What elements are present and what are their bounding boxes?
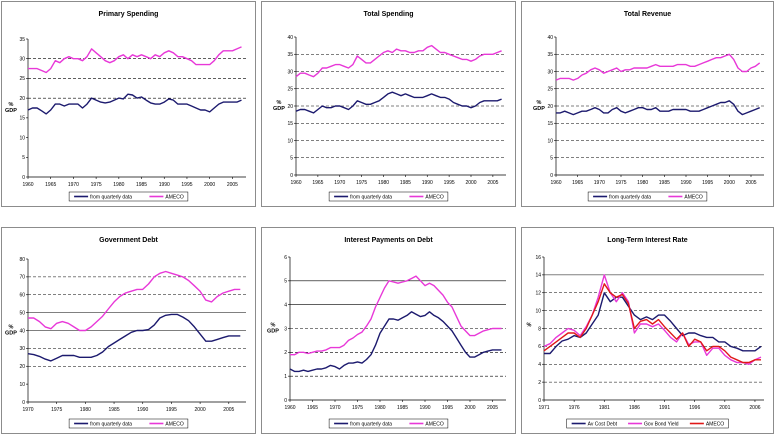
x-tick-label: 1975 <box>351 405 364 411</box>
chart-panel-total-revenue <box>521 1 774 207</box>
y-tick-label: 1 <box>284 373 287 380</box>
y-tick-label: 3 <box>284 326 287 333</box>
y-axis-label: GDP <box>267 328 279 335</box>
x-tick-label: 1965 <box>312 180 324 186</box>
y-tick-label: 2 <box>538 379 541 386</box>
y-tick-label: 25 <box>287 86 293 93</box>
y-axis-label: % <box>270 322 276 329</box>
x-tick-label: 1995 <box>441 405 454 411</box>
legend-label: AMECO <box>684 194 703 201</box>
y-tick-label: 14 <box>535 272 541 279</box>
x-tick-label: 1990 <box>419 405 431 411</box>
x-tick-label: 1970 <box>593 180 605 186</box>
legend-label: AMECO <box>425 194 444 201</box>
x-tick-label: 2006 <box>749 405 761 411</box>
series-line-ameco <box>544 284 761 363</box>
legend-label: Av Cost Debt <box>587 421 618 428</box>
chart-svg <box>2 2 255 206</box>
y-tick-label: 10 <box>287 138 293 145</box>
y-axis-label: GDP <box>5 108 17 114</box>
chart-svg <box>522 2 773 206</box>
x-tick-label: 2000 <box>465 180 477 186</box>
x-tick-label: 1975 <box>615 180 627 186</box>
x-tick-label: 1980 <box>113 182 125 188</box>
x-tick-label: 1975 <box>90 182 102 188</box>
x-tick-label: 1960 <box>290 180 302 186</box>
series-line-from-quarterly-data <box>296 92 502 113</box>
x-tick-label: 1970 <box>329 405 341 411</box>
y-tick-label: 0 <box>22 399 25 406</box>
y-tick-label: 20 <box>547 103 553 110</box>
y-tick-label: 2 <box>284 350 287 357</box>
y-tick-label: 80 <box>19 256 25 263</box>
x-tick-label: 1985 <box>135 182 148 188</box>
chart-svg <box>522 228 773 433</box>
x-tick-label: 1985 <box>658 180 670 186</box>
x-tick-label: 1995 <box>702 180 714 186</box>
y-tick-label: 20 <box>19 95 25 102</box>
legend-label: AMECO <box>165 421 184 428</box>
y-tick-label: 30 <box>19 346 25 353</box>
x-tick-label: 2001 <box>719 405 731 411</box>
chart-title: Government Debt <box>99 237 158 244</box>
x-tick-label: 1980 <box>374 405 386 411</box>
y-tick-label: 10 <box>547 138 553 145</box>
y-tick-label: 5 <box>22 155 25 162</box>
x-tick-label: 1980 <box>79 407 91 413</box>
x-tick-label: 2005 <box>226 182 238 188</box>
y-tick-label: 8 <box>538 326 541 333</box>
x-tick-label: 2005 <box>745 180 757 186</box>
y-tick-label: 0 <box>538 397 541 404</box>
y-tick-label: 16 <box>535 254 541 261</box>
y-axis-label: % <box>276 100 282 106</box>
x-tick-label: 2005 <box>223 407 235 413</box>
y-tick-label: 30 <box>547 69 553 76</box>
y-tick-label: 30 <box>19 56 25 63</box>
chart-title: Long-Term Interest Rate <box>607 237 688 244</box>
y-tick-label: 12 <box>535 290 541 297</box>
y-tick-label: 4 <box>284 302 287 309</box>
x-tick-label: 1960 <box>22 182 34 188</box>
y-tick-label: 60 <box>19 292 25 299</box>
x-tick-label: 2005 <box>487 180 499 186</box>
x-tick-label: 2000 <box>464 405 476 411</box>
x-tick-label: 1965 <box>306 405 319 411</box>
x-tick-label: 1991 <box>658 405 671 411</box>
x-tick-label: 1965 <box>572 180 584 186</box>
y-tick-label: 35 <box>19 36 25 43</box>
x-tick-label: 1970 <box>67 182 79 188</box>
x-tick-label: 2000 <box>194 407 206 413</box>
legend-label: from quarterly data <box>90 194 133 201</box>
chart-title: Primary Spending <box>98 11 159 18</box>
x-tick-label: 1990 <box>680 180 692 186</box>
series-line-from-quarterly-data <box>28 314 240 361</box>
series-line-ameco <box>290 276 502 355</box>
x-tick-label: 1960 <box>284 405 296 411</box>
series-line-ameco <box>556 54 760 80</box>
series-line-from-quarterly-data <box>28 94 242 114</box>
series-line-ameco <box>28 47 242 73</box>
y-tick-label: 4 <box>538 362 541 369</box>
x-tick-label: 1990 <box>158 182 170 188</box>
x-tick-label: 1971 <box>538 405 550 411</box>
y-tick-label: 10 <box>535 308 541 315</box>
y-tick-label: 6 <box>284 254 287 261</box>
y-tick-label: 5 <box>290 155 293 162</box>
x-tick-label: 1985 <box>399 180 411 186</box>
x-tick-label: 1985 <box>108 407 120 413</box>
y-axis-label: GDP <box>5 330 17 337</box>
y-tick-label: 40 <box>287 34 293 41</box>
y-axis-label: % <box>8 102 14 108</box>
x-tick-label: 2005 <box>486 405 499 411</box>
x-tick-label: 1970 <box>334 180 346 186</box>
x-tick-label: 2000 <box>204 182 216 188</box>
chart-svg <box>2 228 255 433</box>
chart-panel-long-term-interest-rate <box>521 227 774 434</box>
y-tick-label: 35 <box>547 52 553 59</box>
chart-title: Total Revenue <box>623 11 672 18</box>
y-axis-label: % <box>8 324 14 331</box>
y-tick-label: 5 <box>550 155 553 162</box>
x-tick-label: 1986 <box>628 405 640 411</box>
chart-svg <box>262 228 515 433</box>
y-tick-label: 20 <box>19 364 25 371</box>
legend-label: from quarterly data <box>350 421 393 428</box>
x-tick-label: 1996 <box>689 405 701 411</box>
chart-svg <box>262 2 515 206</box>
series-line-from-quarterly-data <box>556 101 760 115</box>
legend-label: from quarterly data <box>609 194 652 201</box>
x-tick-label: 1990 <box>421 180 433 186</box>
x-tick-label: 1985 <box>396 405 409 411</box>
x-tick-label: 1981 <box>598 405 610 411</box>
y-tick-label: 6 <box>538 344 541 351</box>
y-tick-label: 0 <box>550 172 553 179</box>
legend-label: AMECO <box>705 421 725 428</box>
y-tick-label: 15 <box>287 121 293 128</box>
y-tick-label: 30 <box>287 69 293 76</box>
legend-label: AMECO <box>425 421 444 428</box>
legend-label: Gov Bond Yield <box>644 421 679 428</box>
chart-panel-total-spending <box>261 1 516 207</box>
series-line-from-quarterly-data <box>290 312 502 372</box>
y-axis-label: GDP <box>273 106 285 112</box>
y-tick-label: 40 <box>19 328 25 335</box>
x-tick-label: 1980 <box>637 180 649 186</box>
y-tick-label: 25 <box>19 76 25 83</box>
y-tick-label: 0 <box>284 397 287 404</box>
legend-label: from quarterly data <box>350 194 393 201</box>
chart-panel-primary-spending <box>1 1 256 207</box>
legend-label: AMECO <box>165 194 184 201</box>
y-axis-label: % <box>526 322 532 329</box>
y-axis-label: % <box>536 100 542 106</box>
chart-panel-interest-payments <box>261 227 516 434</box>
x-tick-label: 1975 <box>51 407 63 413</box>
x-tick-label: 1965 <box>45 182 57 188</box>
x-tick-label: 1975 <box>356 180 368 186</box>
y-tick-label: 5 <box>284 278 287 285</box>
y-tick-label: 0 <box>290 172 293 179</box>
y-axis-label: GDP <box>533 106 545 112</box>
x-tick-label: 1995 <box>443 180 455 186</box>
x-tick-label: 1995 <box>181 182 193 188</box>
y-tick-label: 40 <box>547 34 553 41</box>
chart-title: Interest Payments on Debt <box>344 237 433 244</box>
series-line-ameco <box>296 46 502 77</box>
y-tick-label: 15 <box>19 115 25 122</box>
legend-label: from quarterly data <box>90 421 133 428</box>
x-tick-label: 1995 <box>165 407 177 413</box>
y-tick-label: 20 <box>287 103 293 110</box>
chart-panel-government-debt <box>1 227 256 434</box>
series-line-ameco <box>28 272 240 331</box>
x-tick-label: 1980 <box>377 180 390 186</box>
y-tick-label: 25 <box>547 86 553 93</box>
x-tick-label: 2000 <box>723 180 735 186</box>
x-tick-label: 1960 <box>550 180 562 186</box>
y-tick-label: 15 <box>547 121 553 128</box>
x-tick-label: 1970 <box>22 407 34 413</box>
y-tick-label: 10 <box>19 381 25 388</box>
chart-title: Total Spending <box>363 11 414 18</box>
y-tick-label: 10 <box>19 135 25 142</box>
y-tick-label: 50 <box>19 310 25 317</box>
y-tick-label: 70 <box>19 274 25 281</box>
x-tick-label: 1976 <box>568 405 580 411</box>
x-tick-label: 1990 <box>137 407 149 413</box>
y-tick-label: 0 <box>22 174 25 181</box>
y-tick-label: 35 <box>287 52 293 59</box>
